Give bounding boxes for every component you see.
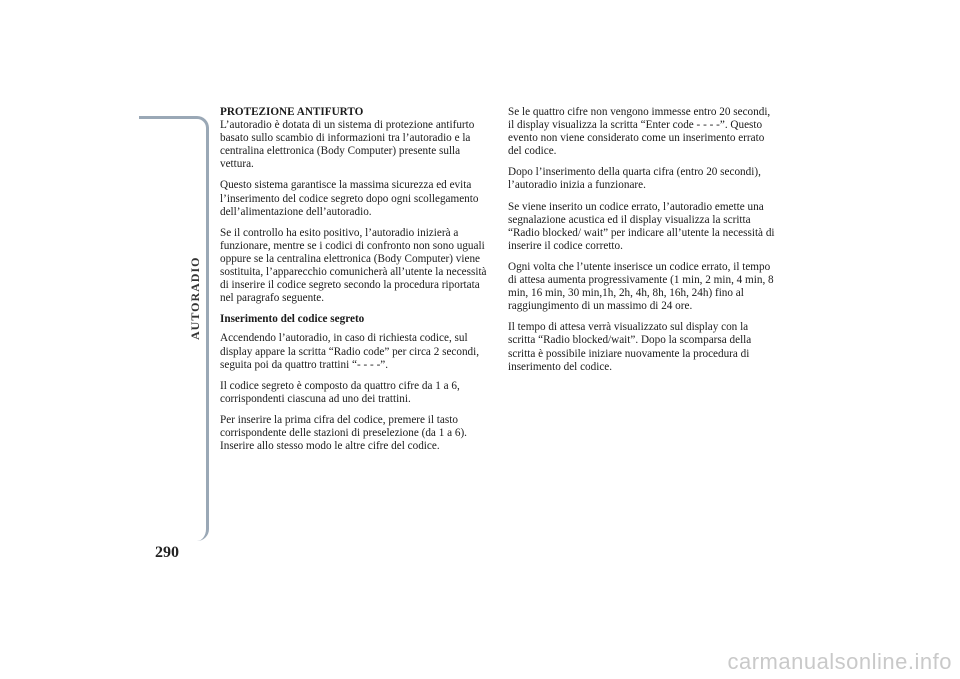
- watermark-text: carmanualsonline.info: [727, 649, 952, 674]
- paragraph: Questo sistema garantisce la massima sicurezza ed evita l’inserimento del codice segreto dopo ogni scollegamento dell’alimentazione dell’autoradio.: [220, 179, 479, 218]
- paragraph: Se il controllo ha esito positivo, l’autoradio inizierà a funzionare, mentre se i codici di confronto non sono uguali oppure se la centralina elettronica (Body Computer) viene sostituita, l’apparecchio comunicherà all’utente la necessità di inserire il codice segreto secondo la procedura riportata nel paragrafo seguente.: [220, 226, 487, 305]
- paragraph: Il tempo di attesa verrà visualizzato sul display con la scritta “Radio blocked/wait”. Dopo la scomparsa della scritta è possibile iniziare nuovamente la procedura di inserimento del codice.: [508, 321, 752, 373]
- paragraph: Il codice segreto è composto da quattro cifre da 1 a 6, corrispondenti ciascuna ad uno dei trattini.: [220, 379, 460, 405]
- paragraph: Accendendo l’autoradio, in caso di richiesta codice, sul display appare la scritta “Radio code” per circa 2 secondi, seguita poi da quattro trattini “- - - -”.: [220, 332, 480, 371]
- section-label: AUTORADIO: [188, 256, 202, 340]
- paragraph: Se viene inserito un codice errato, l’autoradio emette una segnalazione acustica ed il display visualizza la scritta “Radio blocked/ wait” per indicare all’utente la necessità di inserire il codice corretto.: [508, 200, 775, 252]
- subsection-title: Inserimento del codice segreto: [220, 313, 365, 326]
- paragraph: Dopo l’inserimento della quarta cifra (entro 20 secondi), l’autoradio inizia a funzionare.: [508, 166, 761, 192]
- page-number: 290: [155, 544, 179, 561]
- paragraph: Ogni volta che l’utente inserisce un codice errato, il tempo di attesa aumenta progressivamente (1 min, 2 min, 4 min, 8 min, 16 min, 30 min,1h, 2h, 4h, 8h, 16h, 24h) fino al raggiungimento di un massimo di 24 ore.: [508, 260, 774, 313]
- paragraph: Se le quattro cifre non vengono immesse entro 20 secondi, il display visualizza la scritta “Enter code - - - -”. Questo evento non viene considerato come un inserimento errato del codice.: [508, 106, 771, 158]
- paragraph: L’autoradio è dotata di un sistema di protezione antifurto basato sullo scambio di informazioni tra l’autoradio e la centralina elettronica (Body Computer) presente sulla vettura.: [220, 119, 475, 171]
- paragraph: Per inserire la prima cifra del codice, premere il tasto corrispondente delle stazioni di preselezione (da 1 a 6). Inserire allo stesso modo le altre cifre del codice.: [220, 413, 467, 453]
- right-column: [508, 106, 778, 382]
- left-column: [220, 106, 490, 461]
- section-title: PROTEZIONE ANTIFURTO: [220, 106, 364, 118]
